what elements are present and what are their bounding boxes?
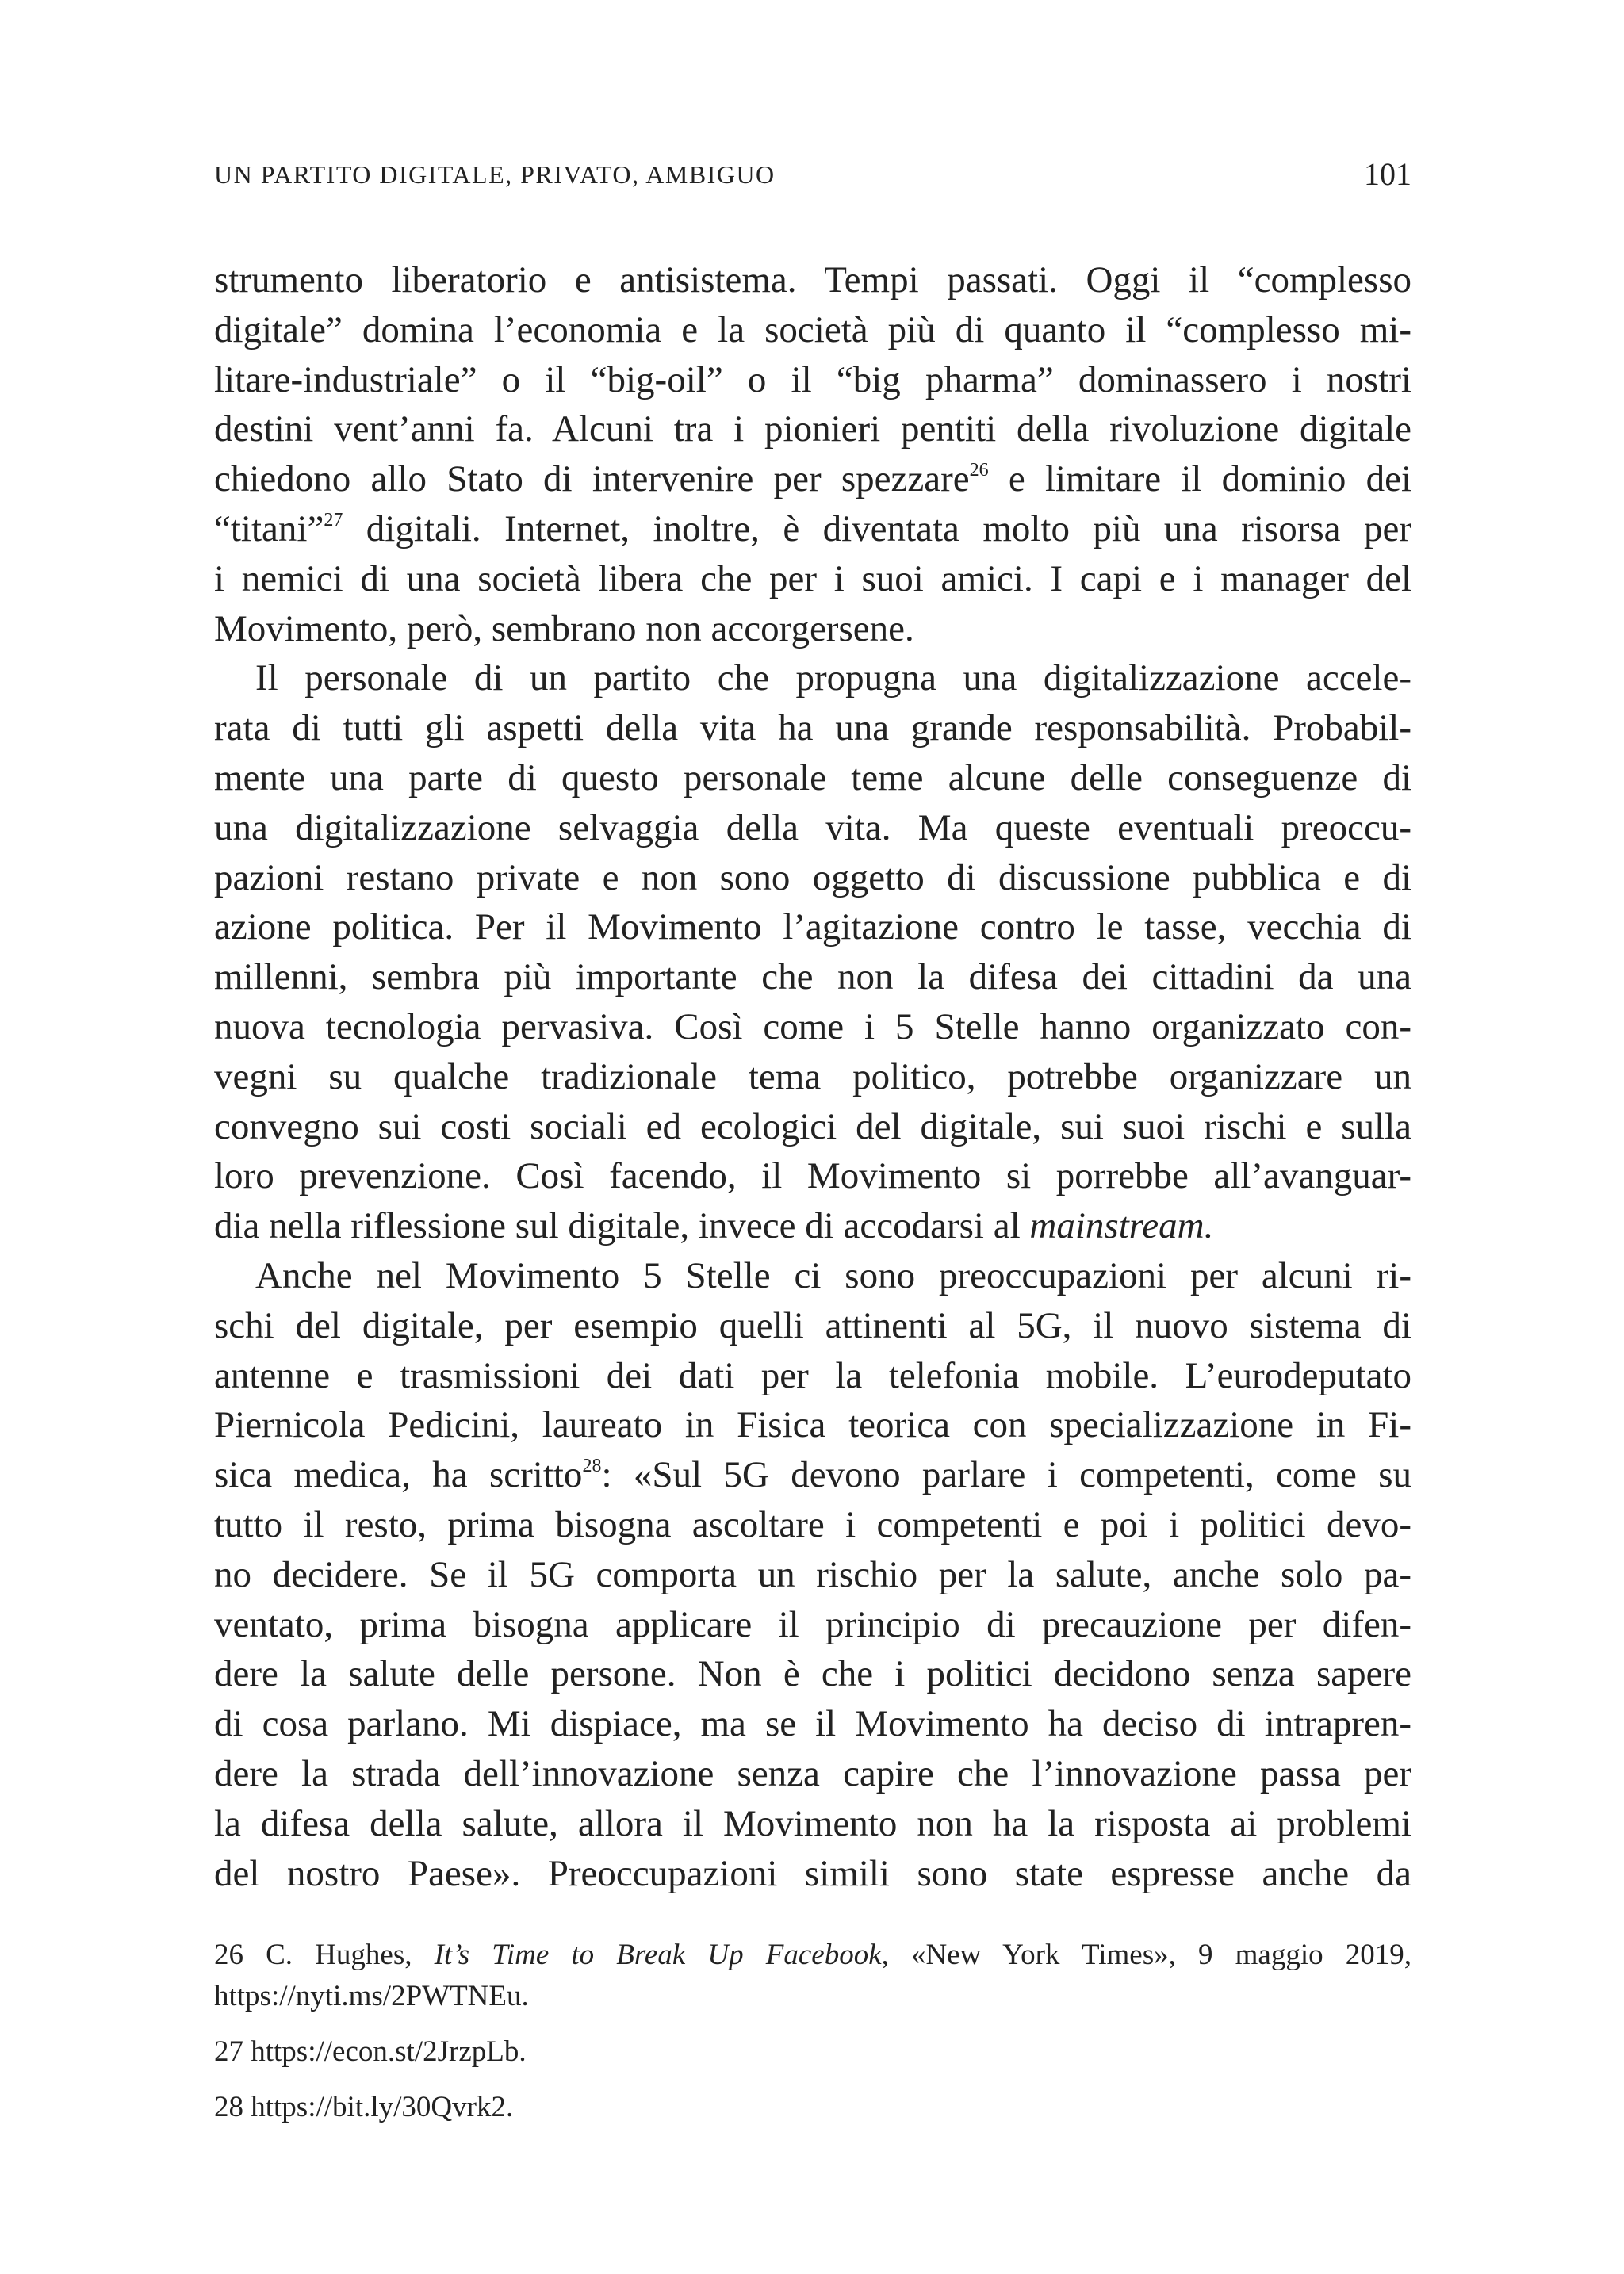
- footnote-source: , «New York Times», 9 maggio 2019,: [881, 1939, 1411, 1971]
- footnote-author: C. Hughes,: [243, 1939, 435, 1971]
- footnote-27: [214, 2031, 1411, 2073]
- text-line: azione politica. Per il Movimento l’agitazione contro le tasse, vecchia di: [214, 906, 1411, 948]
- text-segment: e limitare il dominio dei: [988, 458, 1412, 500]
- running-title: UN PARTITO DIGITALE, PRIVATO, AMBIGUO: [214, 160, 776, 189]
- text-line: Movimento, però, sembrano non accorgersene.: [214, 607, 914, 649]
- paragraph-2: [214, 653, 1411, 1251]
- text-line: Il personale di un partito che propugna una digitalizzazione accele-: [255, 657, 1411, 699]
- text-line: schi del digitale, per esempio quelli attinenti al 5G, il nuovo sistema di: [214, 1304, 1411, 1346]
- text-line: strumento liberatorio e antisistema. Tempi passati. Oggi il “complesso: [214, 259, 1411, 301]
- footnote-line: [214, 2087, 1411, 2128]
- footnote-url[interactable]: https://nyti.ms/2PWTNEu.: [214, 1980, 529, 2012]
- text-segment: sica medica, ha scritto: [214, 1454, 583, 1496]
- text-line: nuova tecnologia pervasiva. Così come i 5 Stelle hanno organizzato con-: [214, 1005, 1411, 1047]
- text-segment: : «Sul 5G devono parlare i competenti, come su: [601, 1454, 1411, 1496]
- text-line: dere la salute delle persone. Non è che i politici decidono senza sapere: [214, 1653, 1411, 1695]
- footnote-ref-26: 26: [969, 460, 989, 481]
- footnote-ref-28: 28: [582, 1456, 602, 1477]
- text-line: millenni, sembra più importante che non la difesa dei cittadini da una: [214, 956, 1411, 998]
- page-number: 101: [1364, 156, 1411, 192]
- footnote-line: [214, 2031, 1411, 2073]
- text-segment: chiedono allo Stato di intervenire per spezzare: [214, 458, 970, 500]
- text-line: litare-industriale” o il “big-oil” o il “big pharma” dominassero i nostri: [214, 358, 1411, 400]
- footnote-url[interactable]: https://bit.ly/30Qvrk2.: [251, 2091, 514, 2123]
- text-segment: “titani”: [214, 507, 324, 549]
- text-segment: digitali. Internet, inoltre, è diventata molto più una risorsa per: [343, 507, 1411, 549]
- text-line: la difesa della salute, allora il Movimento non ha la risposta ai problemi: [214, 1802, 1411, 1844]
- text-line: [214, 504, 1411, 554]
- footnote-number: 28: [214, 2091, 243, 2123]
- text-line: vegni su qualche tradizionale tema politico, potrebbe organizzare un: [214, 1055, 1411, 1097]
- page-header: [214, 155, 1411, 194]
- footnotes: [214, 1935, 1411, 2128]
- text-line: dere la strada dell’innovazione senza capire che l’innovazione passa per: [214, 1752, 1411, 1794]
- text-segment: dia nella riflessione sul digitale, invece di accodarsi al: [214, 1205, 1030, 1247]
- text-line: pazioni restano private e non sono oggetto di discussione pubblica e di: [214, 856, 1411, 898]
- main-text: [214, 255, 1411, 1898]
- italic-term: mainstream.: [1029, 1205, 1214, 1247]
- text-line: i nemici di una società libera che per i suoi amici. I capi e i manager del: [214, 557, 1411, 599]
- text-line: di cosa parlano. Mi dispiace, ma se il Movimento ha deciso di intrapren-: [214, 1703, 1411, 1745]
- paragraph-3: [214, 1251, 1411, 1898]
- text-line: [214, 1201, 1411, 1251]
- footnote-26: [214, 1935, 1411, 2017]
- text-line: digitale” domina l’economia e la società più di quanto il “complesso mi-: [214, 308, 1411, 350]
- footnote-ref-27: 27: [324, 509, 343, 530]
- footnote-line: [214, 1935, 1411, 1976]
- text-line: mente una parte di questo personale teme alcune delle conseguenze di: [214, 756, 1411, 798]
- text-line: no decidere. Se il 5G comporta un rischio per la salute, anche solo pa-: [214, 1553, 1411, 1595]
- text-line: antenne e trasmissioni dei dati per la telefonia mobile. L’eurodeputato: [214, 1354, 1411, 1396]
- text-line: [214, 1450, 1411, 1500]
- paragraph-1: [214, 255, 1411, 653]
- text-line: convegno sui costi sociali ed ecologici del digitale, sui suoi rischi e sulla: [214, 1105, 1411, 1147]
- text-line: Anche nel Movimento 5 Stelle ci sono preoccupazioni per alcuni ri-: [255, 1254, 1411, 1296]
- footnote-number: 26: [214, 1939, 243, 1971]
- footnote-url[interactable]: https://econ.st/2JrzpLb.: [251, 2035, 527, 2068]
- text-line: loro prevenzione. Così facendo, il Movimento si porrebbe all’avanguar-: [214, 1155, 1411, 1197]
- text-line: rata di tutti gli aspetti della vita ha una grande responsabilità. Probabil-: [214, 707, 1411, 749]
- text-line: tutto il resto, prima bisogna ascoltare i competenti e poi i politici devo-: [214, 1503, 1411, 1545]
- text-line: del nostro Paese». Preoccupazioni simili sono state espresse anche da: [214, 1852, 1411, 1894]
- text-line: [214, 454, 1411, 504]
- footnote-title: It’s Time to Break Up Facebook: [434, 1939, 882, 1971]
- footnote-28: [214, 2087, 1411, 2128]
- text-line: destini vent’anni fa. Alcuni tra i pionieri pentiti della rivoluzione digitale: [214, 408, 1411, 450]
- footnote-number: 27: [214, 2035, 243, 2068]
- text-line: una digitalizzazione selvaggia della vita. Ma queste eventuali preoccu-: [214, 806, 1411, 848]
- text-line: Piernicola Pedicini, laureato in Fisica teorica con specializzazione in Fi-: [214, 1404, 1411, 1446]
- text-line: ventato, prima bisogna applicare il principio di precauzione per difen-: [214, 1603, 1411, 1645]
